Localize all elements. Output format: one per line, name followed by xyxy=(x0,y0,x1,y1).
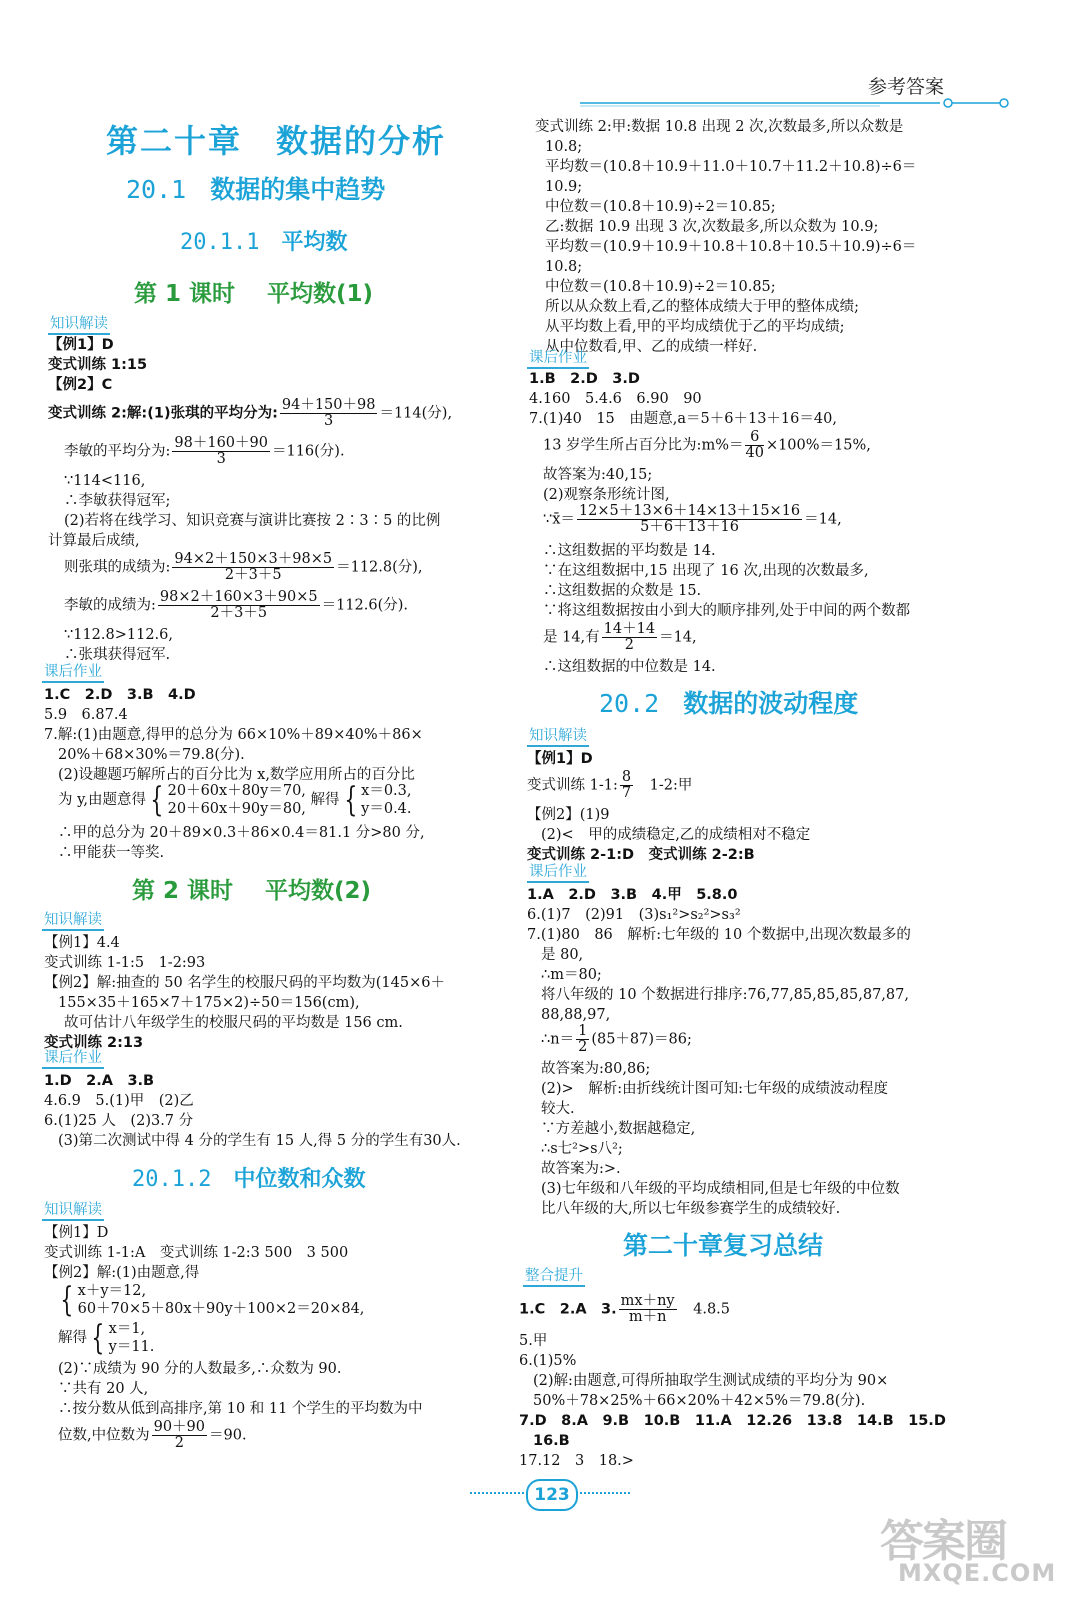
answer-line: ∴这组数据的中位数是 14. xyxy=(543,659,716,675)
equation: 20＋60x＋80y＝70, xyxy=(167,783,306,799)
subsection-name: 平均数 xyxy=(281,230,348,255)
fraction xyxy=(158,590,320,621)
answer-line: 【例1】4.4 xyxy=(44,935,120,951)
equation: 60＋70×5＋80x＋90y＋100×2＝20×84, xyxy=(77,1301,365,1317)
tag-kehou-zuoye: 课后作业 xyxy=(42,664,104,683)
answer-line: (2)解:由题意,可得所抽取学生测试成绩的平均分为 90× xyxy=(533,1373,889,1389)
equation: x＝0.3, xyxy=(361,783,412,799)
text: 位数,中位数为 xyxy=(58,1427,150,1444)
lesson-name: 平均数(2) xyxy=(265,878,372,904)
answer-line: 从中位数看,甲、乙的成绩一样好. xyxy=(545,339,758,355)
text: ×100%＝15%, xyxy=(765,437,871,454)
header-decoration xyxy=(580,98,1010,108)
answer-line: ∵将这组数据按由小到大的顺序排列,处于中间的两个数都 xyxy=(543,603,911,619)
numerator: mx＋ny xyxy=(620,1293,675,1309)
denominator: 2＋3＋5 xyxy=(224,567,282,583)
lesson-number: 第 1 课时 xyxy=(134,281,236,307)
text: ＝90. xyxy=(209,1427,247,1444)
answer-line: 10.8; xyxy=(545,259,583,275)
equation-system xyxy=(109,1320,155,1356)
subsection-number: 20.1.2 xyxy=(132,1167,212,1192)
numerator: 98×2＋160×3＋90×5 xyxy=(159,589,318,605)
answer-line: ∴m＝80; xyxy=(541,967,602,983)
fraction xyxy=(620,770,633,801)
answer-line xyxy=(48,398,452,429)
equation-system xyxy=(78,1282,365,1318)
text: ＝114(分), xyxy=(379,405,453,422)
denominator: 40 xyxy=(745,445,764,461)
answer-line: ∴李敏获得冠军; xyxy=(64,493,171,509)
answer-line: 1.B 2.D 3.D xyxy=(529,371,640,387)
equation: 20＋60x＋90y＝80, xyxy=(167,801,306,817)
text: 13 岁学生所占百分比为:m%＝ xyxy=(543,437,744,454)
equation-system xyxy=(168,782,306,818)
answer-line: 4.6.9 5.(1)甲 (2)乙 xyxy=(44,1093,194,1109)
answer-line: 10.8; xyxy=(545,139,583,155)
answer-line: 变式训练 2:13 xyxy=(44,1035,144,1051)
answer-line: 10.9; xyxy=(545,179,583,195)
lesson-1-title xyxy=(134,275,373,308)
denominator: 2 xyxy=(578,1039,588,1055)
lesson-2-title xyxy=(132,872,371,905)
text: 变式训练 1-1: xyxy=(527,777,618,794)
answer-line: ∵112.8>112.6, xyxy=(64,627,174,643)
answer-line: 5.9 6.87.4 xyxy=(44,707,128,723)
answer-line: 变式训练 2:甲:数据 10.8 出现 2 次,次数最多,所以众数是 xyxy=(535,119,904,135)
denominator: 2 xyxy=(624,637,634,653)
answer-line: ∵114<116, xyxy=(64,473,146,489)
text: 1.C 2.A 3. xyxy=(519,1301,617,1318)
answer-line: ∴s七²>s八²; xyxy=(541,1141,623,1157)
answer-line: 88,88,97, xyxy=(541,1007,611,1023)
denominator: 3 xyxy=(324,413,334,429)
equation: x＋y＝12, xyxy=(77,1283,147,1299)
tag-kehou-zuoye: 课后作业 xyxy=(527,350,589,369)
text: ＝14, xyxy=(659,629,697,646)
text: ＝116(分). xyxy=(271,443,345,460)
answer-line xyxy=(56,1282,364,1318)
answer-line: ∴这组数据的平均数是 14. xyxy=(543,543,716,559)
fraction xyxy=(172,552,334,583)
text: 为 y,由题意得 xyxy=(58,792,146,808)
dotted-line-left xyxy=(470,1492,524,1494)
denominator: m＋n xyxy=(628,1309,667,1325)
equation: x＝1, xyxy=(108,1321,146,1337)
answer-line: (2)< 甲的成绩稳定,乙的成绩相对不稳定 xyxy=(541,827,811,843)
numerator: 8 xyxy=(621,769,632,785)
answer-line: 155×35＋165×7＋175×2)÷50＝156(cm), xyxy=(58,995,360,1011)
answer-line: (3)第二次测试中得 4 分的学生有 15 人,得 5 分的学生有30人. xyxy=(58,1133,461,1149)
answer-line: 【例1】D xyxy=(48,337,114,353)
answer-line: 故答案为:>. xyxy=(541,1161,621,1177)
fraction xyxy=(745,430,763,461)
numerator: 12×5＋13×6＋14×13＋15×16 xyxy=(578,503,801,519)
answer-line: 7.(1)80 86 解析:七年级的 10 个数据中,出现次数最多的 xyxy=(527,927,911,943)
answer-line: 较大. xyxy=(541,1101,575,1117)
answer-line: 变式训练 1-1:A 变式训练 1-2:3 500 3 500 xyxy=(44,1245,349,1261)
numerator: 1 xyxy=(578,1023,588,1039)
answer-line: 从平均数上看,甲的平均成绩优于乙的平均成绩; xyxy=(545,319,845,335)
denominator: 7 xyxy=(621,785,632,801)
answer-line: ∴张琪获得冠军. xyxy=(64,647,171,663)
answer-line: 【例2】(1)9 xyxy=(527,807,610,823)
section-name: 数据的集中趋势 xyxy=(210,175,386,204)
tag-zhishi-jiedu: 知识解读 xyxy=(48,316,110,335)
denominator: 2＋3＋5 xyxy=(210,605,268,621)
answer-line xyxy=(58,1320,154,1356)
answer-line: 所以从众数上看,乙的整体成绩大于甲的整体成绩; xyxy=(545,299,859,315)
answer-line: 6.(1)7 (2)91 (3)s₁²>s₂²>s₃² xyxy=(527,907,741,923)
denominator: 5＋6＋13＋16 xyxy=(640,519,739,535)
brace: { xyxy=(343,780,357,820)
page-number: 123 xyxy=(526,1479,578,1511)
lesson-name: 平均数(1) xyxy=(267,281,374,307)
numerator: 94×2＋150×3＋98×5 xyxy=(174,551,333,567)
answer-line: 中位数＝(10.8＋10.9)÷2＝10.85; xyxy=(545,279,776,295)
text: 变式训练 2:解:(1)张琪的平均分为: xyxy=(48,405,278,422)
answer-line xyxy=(543,622,697,653)
answer-line: ∴甲能获一等奖. xyxy=(58,845,165,861)
answer-line: 变式训练 1-1:5 1-2:93 xyxy=(44,955,206,971)
fraction xyxy=(619,1294,677,1325)
answer-line: (2)设趣题巧解所占的百分比为 x,数学应用所占的百分比 xyxy=(58,767,415,783)
answer-line: 比八年级的大,所以七年级参赛学生的成绩较好. xyxy=(541,1201,841,1217)
answer-line: 17.12 3 18.> xyxy=(519,1453,634,1469)
denominator: 2 xyxy=(174,1435,184,1451)
answer-line: 16.B xyxy=(533,1433,570,1449)
text: 李敏的成绩为: xyxy=(64,597,156,614)
answer-line: 5.甲 xyxy=(519,1333,548,1349)
text: 1-2:甲 xyxy=(635,777,693,794)
watermark-text: 答案圈 xyxy=(880,1516,1006,1567)
section-name: 数据的波动程度 xyxy=(683,689,859,718)
text: ∴n＝ xyxy=(541,1031,575,1048)
answer-line xyxy=(543,430,871,461)
subsection-name: 中位数和众数 xyxy=(233,1167,366,1192)
text: ＝14, xyxy=(804,511,842,528)
answer-line: 7.解:(1)由题意,得甲的总分为 66×10%＋89×40%＋86× xyxy=(44,727,423,743)
answer-line: ∴按分数从低到高排序,第 10 和 11 个学生的平均数为中 xyxy=(58,1401,423,1417)
answer-line: (2)> 解析:由折线统计图可知:七年级的成绩波动程度 xyxy=(541,1081,888,1097)
text: (85＋87)＝86; xyxy=(591,1031,692,1048)
text: 是 14,有 xyxy=(543,629,600,646)
text: 则张琪的成绩为: xyxy=(64,559,171,576)
tag-zhishi-jiedu: 知识解读 xyxy=(527,728,589,747)
answer-line xyxy=(58,1420,247,1451)
equation-system xyxy=(361,782,411,818)
answer-line: (2)若将在线学习、知识竞赛与演讲比赛按 2∶3∶5 的比例 xyxy=(64,513,441,529)
answer-line: 故答案为:80,86; xyxy=(541,1061,651,1077)
text: ＝112.6(分). xyxy=(321,597,409,614)
tag-zhenghe-tisheng: 整合提升 xyxy=(523,1268,585,1287)
answer-line: 计算最后成绩, xyxy=(48,533,140,549)
subsection-number: 20.1.1 xyxy=(180,230,260,255)
fraction xyxy=(280,398,378,429)
brace: { xyxy=(60,1280,74,1320)
subsection-title-20-1-1 xyxy=(180,225,348,256)
answer-line: 50%＋78×25%＋66×20%＋42×5%＝79.8(分). xyxy=(533,1393,866,1409)
numerator: 6 xyxy=(745,430,763,446)
answer-line: 【例1】D xyxy=(527,751,593,767)
numerator: 90＋90 xyxy=(153,1419,206,1435)
tag-kehou-zuoye: 课后作业 xyxy=(527,864,589,883)
answer-line xyxy=(543,504,842,535)
answer-line: ∵方差越小,数据越稳定, xyxy=(541,1121,696,1137)
text: 4.8.5 xyxy=(678,1301,731,1318)
answer-line xyxy=(64,590,408,621)
subsection-title-20-1-2 xyxy=(132,1162,366,1193)
fraction xyxy=(152,1420,207,1451)
answer-line: 20%＋68×30%＝79.8(分). xyxy=(58,747,245,763)
watermark-logo xyxy=(880,1505,1070,1595)
answer-line: (2)观察条形统计图, xyxy=(543,487,670,503)
answer-line: 1.D 2.A 3.B xyxy=(44,1073,155,1089)
section-number: 20.1 xyxy=(126,175,187,204)
equation: y＝11. xyxy=(108,1339,155,1355)
answer-line: (3)七年级和八年级的平均成绩相同,但是七年级的中位数 xyxy=(541,1181,900,1197)
answer-line xyxy=(58,782,412,818)
answer-line: 7.D 8.A 9.B 10.B 11.A 12.26 13.8 14.B 15.D xyxy=(519,1413,946,1429)
section-title-20-1 xyxy=(126,170,385,206)
lesson-number: 第 2 课时 xyxy=(132,878,234,904)
text: ∵x̄＝ xyxy=(543,511,575,528)
answer-line: (2)∵成绩为 90 分的人数最多,∴众数为 90. xyxy=(58,1361,342,1377)
header-label: 参考答案 xyxy=(868,76,945,98)
answer-line: 平均数＝(10.9＋10.9＋10.8＋10.8＋10.5＋10.9)÷6＝ xyxy=(545,239,917,255)
answer-line: 6.(1)25 人 (2)3.7 分 xyxy=(44,1113,194,1129)
answer-line: 将八年级的 10 个数据进行排序:76,77,85,85,85,87,87, xyxy=(541,987,909,1003)
answer-line: 【例2】解:(1)由题意,得 xyxy=(44,1265,200,1281)
watermark-domain: MXQE.COM xyxy=(898,1559,1057,1587)
review-title: 第二十章复习总结 xyxy=(623,1231,824,1260)
answer-line xyxy=(519,1294,730,1325)
answer-line: 7.(1)40 15 由题意,a＝5＋6＋13＋16＝40, xyxy=(529,411,837,427)
answer-line: 故可估计八年级学生的校服尺码的平均数是 156 cm. xyxy=(64,1015,403,1031)
text: ＝112.8(分), xyxy=(336,559,423,576)
text: 解得 xyxy=(310,792,340,808)
answer-line: ∵共有 20 人, xyxy=(58,1381,149,1397)
answer-line: 1.C 2.D 3.B 4.D xyxy=(44,687,196,703)
fraction xyxy=(602,622,657,653)
section-number: 20.2 xyxy=(599,689,660,718)
text: 李敏的平均分为: xyxy=(64,443,171,460)
answer-line: 【例2】解:抽查的 50 名学生的校服尺码的平均数为(145×6＋ xyxy=(44,975,445,991)
answer-line xyxy=(541,1024,692,1055)
answer-line: ∵在这组数据中,15 出现了 16 次,出现的次数最多, xyxy=(543,563,869,579)
answer-line xyxy=(64,552,423,583)
answer-line: 【例2】C xyxy=(48,377,113,393)
section-title-20-2 xyxy=(599,684,858,720)
numerator: 98＋160＋90 xyxy=(174,435,268,451)
answer-line: ∴这组数据的众数是 15. xyxy=(543,583,702,599)
page-number-badge xyxy=(470,1478,630,1512)
denominator: 3 xyxy=(216,451,226,467)
tag-zhishi-jiedu: 知识解读 xyxy=(42,1202,104,1221)
answer-line: 6.(1)5% xyxy=(519,1353,577,1369)
answer-line: 中位数＝(10.8＋10.9)÷2＝10.85; xyxy=(545,199,776,215)
numerator: 94＋150＋98 xyxy=(281,397,376,413)
answer-line: 平均数＝(10.8＋10.9＋11.0＋10.7＋11.2＋10.8)÷6＝ xyxy=(545,159,917,175)
answer-line: 4.160 5.4.6 6.90 90 xyxy=(529,391,702,407)
brace: { xyxy=(91,1318,105,1358)
fraction xyxy=(576,1024,589,1055)
answer-line: 是 80, xyxy=(541,947,584,963)
answer-line: 【例1】D xyxy=(44,1225,109,1241)
answer-line: ∴甲的总分为 20＋89×0.3＋86×0.4＝81.1 分>80 分, xyxy=(58,825,425,841)
answer-line: 乙:数据 10.9 出现 3 次,次数最多,所以众数为 10.9; xyxy=(545,219,879,235)
answer-line: 1.A 2.D 3.B 4.甲 5.8.0 xyxy=(527,887,738,903)
fraction xyxy=(172,436,270,467)
answer-line xyxy=(64,436,345,467)
brace: { xyxy=(150,780,164,820)
tag-zhishi-jiedu: 知识解读 xyxy=(42,912,104,931)
text: 解得 xyxy=(58,1330,87,1346)
chapter-title: 第二十章 数据的分析 xyxy=(106,122,447,160)
fraction xyxy=(577,504,802,535)
answer-line: 变式训练 1:15 xyxy=(48,357,148,373)
answer-line xyxy=(527,770,692,801)
equation: y＝0.4. xyxy=(361,801,412,817)
tag-kehou-zuoye: 课后作业 xyxy=(42,1050,104,1069)
numerator: 14＋14 xyxy=(603,621,656,637)
answer-line: 故答案为:40,15; xyxy=(543,467,653,483)
dotted-line-right xyxy=(576,1492,630,1494)
answer-line: 变式训练 2-1:D 变式训练 2-2:B xyxy=(527,847,755,863)
